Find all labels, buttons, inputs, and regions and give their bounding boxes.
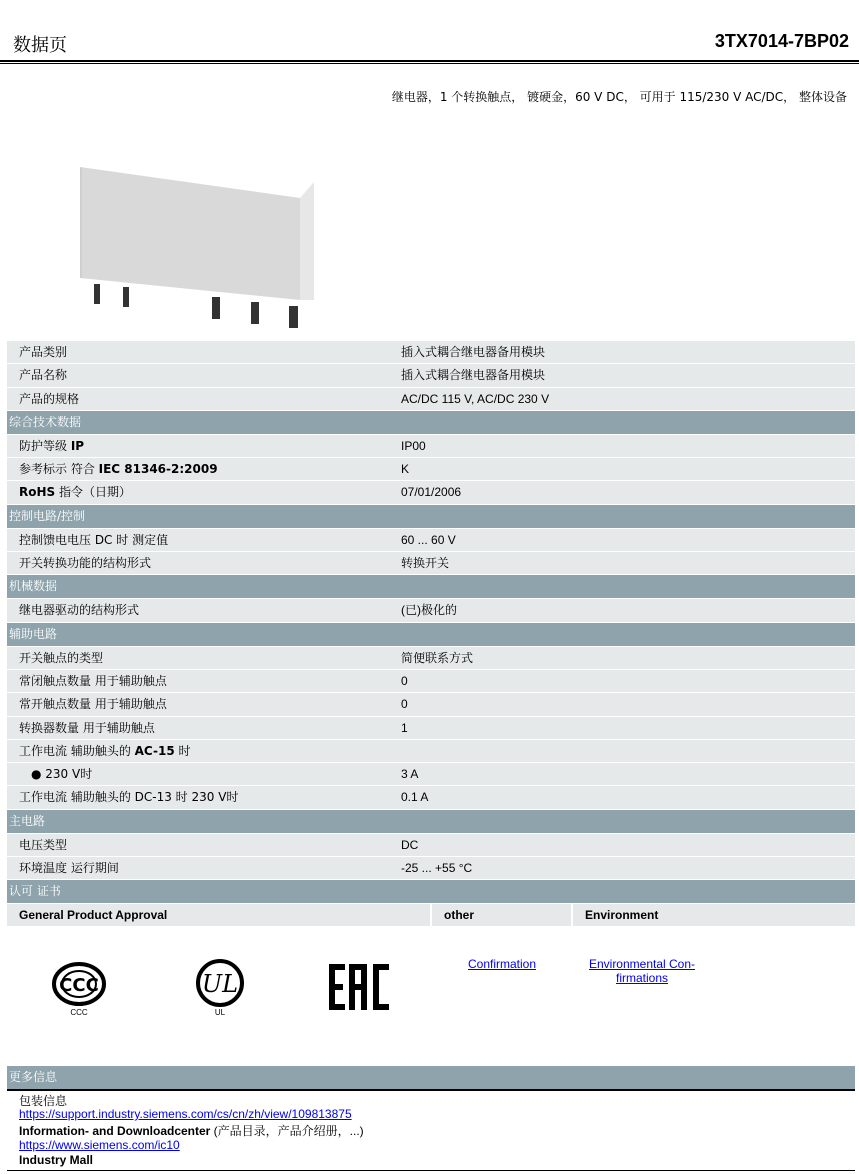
spec-label: 常开触点数量 用于辅助触点 (7, 693, 399, 715)
spec-label: 参考标示 符合 IEC 81346-2:2009 (7, 458, 399, 480)
spec-label: 控制馈电电压 DC 时 测定值 (7, 529, 399, 551)
spec-row (7, 341, 855, 364)
spec-row (7, 364, 855, 387)
packaging-label: 包装信息 (19, 1094, 68, 1108)
spec-row (7, 458, 855, 481)
svg-text:CCC: CCC (59, 975, 99, 996)
product-image (70, 160, 330, 335)
spec-value: 插入式耦合继电器备用模块 (389, 364, 855, 386)
spec-label: 常闭触点数量 用于辅助触点 (7, 670, 399, 692)
confirmation-link[interactable]: Confirmation (467, 957, 537, 971)
spec-value: AC/DC 115 V, AC/DC 230 V (389, 388, 855, 410)
spec-value: 07/01/2006 (389, 481, 855, 503)
spec-value: DC (389, 834, 855, 856)
section-header-control: 控制电路/控制 (7, 505, 855, 528)
approvals-col-environment: Environment (573, 904, 855, 926)
svg-text:UL: UL (201, 970, 239, 998)
spec-label: 工作电流 辅助触头的 DC-13 时 230 V时 (7, 786, 399, 808)
spec-row (7, 693, 855, 716)
spec-row (7, 529, 855, 552)
spec-label: 产品类别 (7, 341, 399, 363)
section-header-general: 综合技术数据 (7, 411, 855, 434)
approvals-col-general: General Product Approval (7, 904, 430, 926)
spec-label: 电压类型 (7, 834, 399, 856)
ul-caption: UL (214, 1008, 226, 1017)
spec-row (7, 599, 855, 622)
spec-value: 1 (389, 717, 855, 739)
eac-logo (327, 962, 393, 1012)
environmental-confirmations-link[interactable]: Environmental Con- firmations (588, 957, 696, 985)
spec-value: 简便联系方式 (389, 647, 855, 669)
spec-value: 0.1 A (389, 786, 855, 808)
spec-sublabel: ● 230 V时 (7, 763, 411, 785)
section-header-more: 更多信息 (7, 1066, 855, 1089)
spec-label: RoHS 指令（日期） (7, 481, 399, 503)
section-header-auxiliary: 辅助电路 (7, 623, 855, 646)
spec-row (7, 435, 855, 458)
spec-label: 开关触点的类型 (7, 647, 399, 669)
spec-row (7, 647, 855, 670)
packaging-link[interactable]: https://support.industry.siemens.com/cs/cn/zh/view/109813875 (19, 1107, 352, 1121)
spec-label: 转换器数量 用于辅助触点 (7, 717, 399, 739)
ul-logo (195, 958, 245, 1020)
page-title: 数据页 (13, 35, 67, 56)
spec-row (7, 670, 855, 693)
ccc-caption: CCC (70, 1008, 88, 1017)
info-center-label: Information- and Downloadcenter (产品目录，产品介绍册，...) (19, 1124, 364, 1138)
spec-row (7, 388, 855, 411)
spec-row (7, 834, 855, 857)
spec-row (7, 786, 855, 809)
bottom-rule (7, 1170, 855, 1171)
spec-label: 工作电流 辅助触头的 AC-15 时 (7, 740, 399, 762)
ccc-logo (51, 960, 107, 1020)
spec-value: 0 (389, 693, 855, 715)
spec-label: 继电器驱动的结构形式 (7, 599, 399, 621)
info-center-link[interactable]: https://www.siemens.com/ic10 (19, 1138, 180, 1152)
spec-row (7, 552, 855, 575)
approvals-col-other: other (432, 904, 571, 926)
header-rule-thin (0, 63, 859, 64)
spec-value-empty (389, 740, 855, 762)
product-description: 继电器，1 个转换触点， 镀硬金，60 V DC， 可用于 115/230 V AC/DC， 整体设备 (391, 90, 847, 104)
spec-row (7, 717, 855, 740)
spec-row (7, 763, 855, 786)
industry-mall-label: Industry Mall (19, 1153, 94, 1167)
section-header-main: 主电路 (7, 810, 855, 833)
section-rule (7, 1089, 855, 1091)
page-header (0, 0, 859, 64)
part-number: 3TX7014-7BP02 (714, 31, 849, 51)
spec-value: 插入式耦合继电器备用模块 (389, 341, 855, 363)
packaging-link-row (7, 1106, 855, 1123)
spec-label: 产品名称 (7, 364, 399, 386)
spec-value: 转换开关 (389, 552, 855, 574)
spec-value: K (389, 458, 855, 480)
spec-value: 60 ... 60 V (389, 529, 855, 551)
spec-label: 防护等级 IP (7, 435, 399, 457)
spec-label: 环境温度 运行期间 (7, 857, 399, 879)
spec-label: 产品的规格 (7, 388, 399, 410)
spec-row (7, 481, 855, 504)
spec-label: 开关转换功能的结构形式 (7, 552, 399, 574)
more-info-section (7, 1066, 855, 1169)
spec-table (7, 341, 855, 926)
spec-value: 0 (389, 670, 855, 692)
approvals-body (7, 938, 855, 1048)
spec-row (7, 740, 855, 763)
spec-value: IP00 (389, 435, 855, 457)
spec-value: -25 ... +55 °C (389, 857, 855, 879)
header-rule (0, 60, 859, 62)
section-header-approvals: 认可 证书 (7, 880, 855, 903)
spec-value: 3 A (389, 763, 855, 785)
section-header-mechanical: 机械数据 (7, 575, 855, 598)
spec-row (7, 857, 855, 880)
approvals-header (7, 904, 855, 926)
spec-value: (已)极化的 (389, 599, 855, 621)
